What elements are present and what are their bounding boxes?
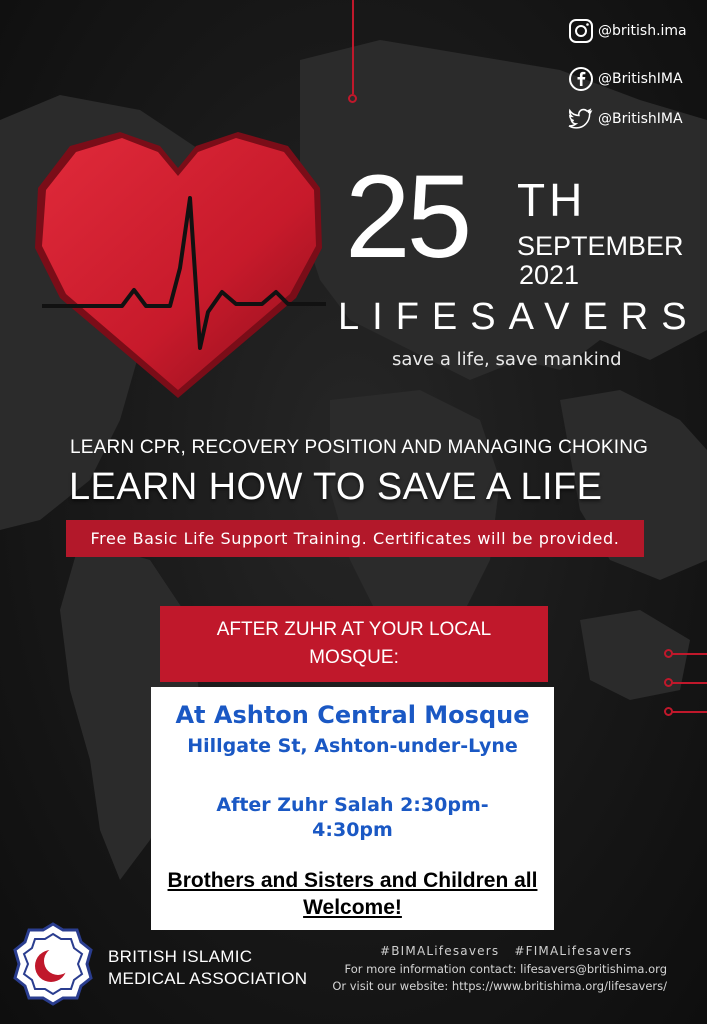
organisation-name-line-2: MEDICAL ASSOCIATION <box>108 969 308 989</box>
decorative-line-top <box>352 0 354 94</box>
event-year: 2021 <box>519 260 580 290</box>
decorative-line-right-3 <box>672 711 707 713</box>
contact-email[interactable]: For more information contact: lifesavers@britishima.org <box>344 962 667 976</box>
venue-time: After Zuhr Salah 2:30pm-4:30pm <box>216 794 489 841</box>
learn-headline: LEARN HOW TO SAVE A LIFE <box>69 466 603 508</box>
event-day: 25 <box>345 151 469 283</box>
decorative-line-right-1 <box>672 653 707 655</box>
twitter-link[interactable] <box>568 106 683 132</box>
facebook-link[interactable] <box>568 66 683 92</box>
after-zuhr-box <box>160 606 548 682</box>
instagram-icon <box>568 18 594 44</box>
event-month: SEPTEMBER <box>517 231 684 261</box>
free-training-text: Free Basic Life Support Training. Certificates will be provided. <box>90 529 620 548</box>
decorative-dot-right-3 <box>664 707 673 716</box>
decorative-dot-right-2 <box>664 678 673 687</box>
contact-website[interactable]: Or visit our website: https://www.britishima.org/lifesavers/ <box>332 979 667 994</box>
facebook-handle: @BritishIMA <box>598 71 683 87</box>
decorative-dot-right-1 <box>664 649 673 658</box>
learn-subtitle: LEARN CPR, RECOVERY POSITION AND MANAGING CHOKING <box>70 437 649 458</box>
hashtags: #BIMALifesavers #FIMALifesavers <box>380 944 633 958</box>
bima-logo-icon <box>12 920 94 1008</box>
free-training-banner <box>66 520 644 557</box>
twitter-icon <box>568 106 594 132</box>
event-title: LIFESAVERS <box>338 296 700 338</box>
venue-welcome: Brothers and Sisters and Children all Welcome! <box>167 869 538 920</box>
organisation-name <box>108 946 307 990</box>
instagram-link[interactable] <box>568 18 687 44</box>
facebook-icon <box>568 66 594 92</box>
venue-name: At Ashton Central Mosque <box>175 701 530 729</box>
twitter-handle: @BritishIMA <box>598 111 683 127</box>
venue-address: Hillgate St, Ashton-under-Lyne <box>187 735 518 757</box>
organisation-name-line-1: BRITISH ISLAMIC <box>108 947 253 966</box>
event-day-suffix: TH <box>517 174 587 226</box>
decorative-line-right-2 <box>672 682 707 684</box>
contact-info <box>332 961 667 996</box>
after-zuhr-text: AFTER ZUHR AT YOUR LOCAL MOSQUE: <box>216 618 492 668</box>
event-tagline: save a life, save mankind <box>392 349 622 370</box>
heart-ecg-icon <box>30 128 326 403</box>
instagram-handle: @british.ima <box>598 23 687 39</box>
decorative-dot-top <box>348 94 357 103</box>
venue-info-box <box>151 687 554 930</box>
